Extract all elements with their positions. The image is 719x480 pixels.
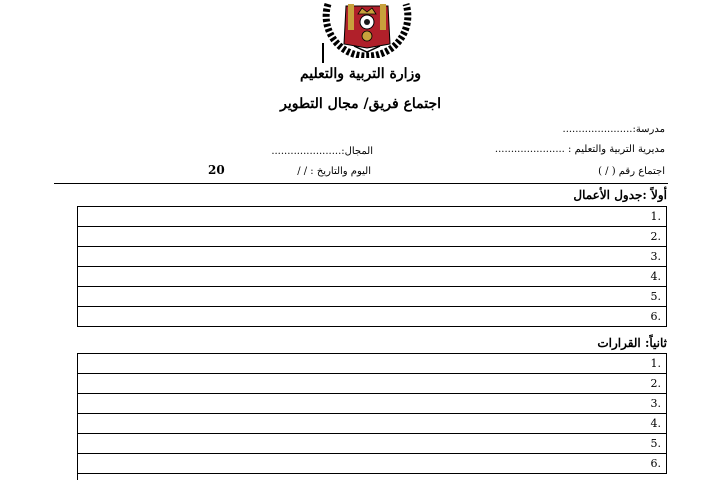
agenda-item[interactable]: 1. bbox=[78, 207, 667, 227]
directorate-field: مديرية التربية والتعليم : ...................... bbox=[494, 144, 665, 155]
table-row bbox=[78, 414, 667, 434]
table-row bbox=[78, 207, 667, 227]
agenda-item[interactable]: 5. bbox=[78, 287, 667, 307]
decision-item[interactable]: 3. bbox=[78, 394, 667, 414]
table-row bbox=[78, 267, 667, 287]
table-row bbox=[78, 454, 667, 474]
school-field: مدرسة:...................... bbox=[562, 124, 665, 135]
domain-field: المجال:...................... bbox=[271, 146, 373, 157]
table-row bbox=[78, 374, 667, 394]
divider-line bbox=[54, 183, 668, 184]
agenda-item[interactable]: 2. bbox=[78, 227, 667, 247]
table-edge bbox=[77, 470, 78, 480]
agenda-item[interactable]: 6. bbox=[78, 307, 667, 327]
meeting-title: اجتماع فريق/ مجال التطوير bbox=[280, 96, 441, 112]
vertical-mark bbox=[322, 43, 324, 63]
agenda-section-title: أولاً :جدول الأعمال bbox=[573, 188, 667, 202]
date-field: اليوم والتاريخ : / / bbox=[297, 166, 371, 177]
agenda-table bbox=[77, 206, 667, 327]
table-row bbox=[78, 434, 667, 454]
table-row bbox=[78, 227, 667, 247]
table-row bbox=[78, 307, 667, 327]
meeting-number-field: اجتماع رقم ( / ) bbox=[598, 166, 665, 177]
table-row bbox=[78, 354, 667, 374]
decision-item[interactable]: 4. bbox=[78, 414, 667, 434]
decisions-table bbox=[77, 353, 667, 474]
year-prefix: 20 bbox=[208, 163, 225, 177]
table-row bbox=[78, 287, 667, 307]
table-row bbox=[78, 247, 667, 267]
decision-item[interactable]: 2. bbox=[78, 374, 667, 394]
decision-item[interactable]: 5. bbox=[78, 434, 667, 454]
table-row bbox=[78, 394, 667, 414]
agenda-item[interactable]: 4. bbox=[78, 267, 667, 287]
decision-item[interactable]: 6. bbox=[78, 454, 667, 474]
decisions-section-title: ثانياً: القرارات bbox=[597, 336, 667, 350]
agenda-item[interactable]: 3. bbox=[78, 247, 667, 267]
decision-item[interactable]: 1. bbox=[78, 354, 667, 374]
ministry-crest-icon bbox=[318, 0, 416, 58]
ministry-name: وزارة التربية والتعليم bbox=[299, 66, 421, 82]
